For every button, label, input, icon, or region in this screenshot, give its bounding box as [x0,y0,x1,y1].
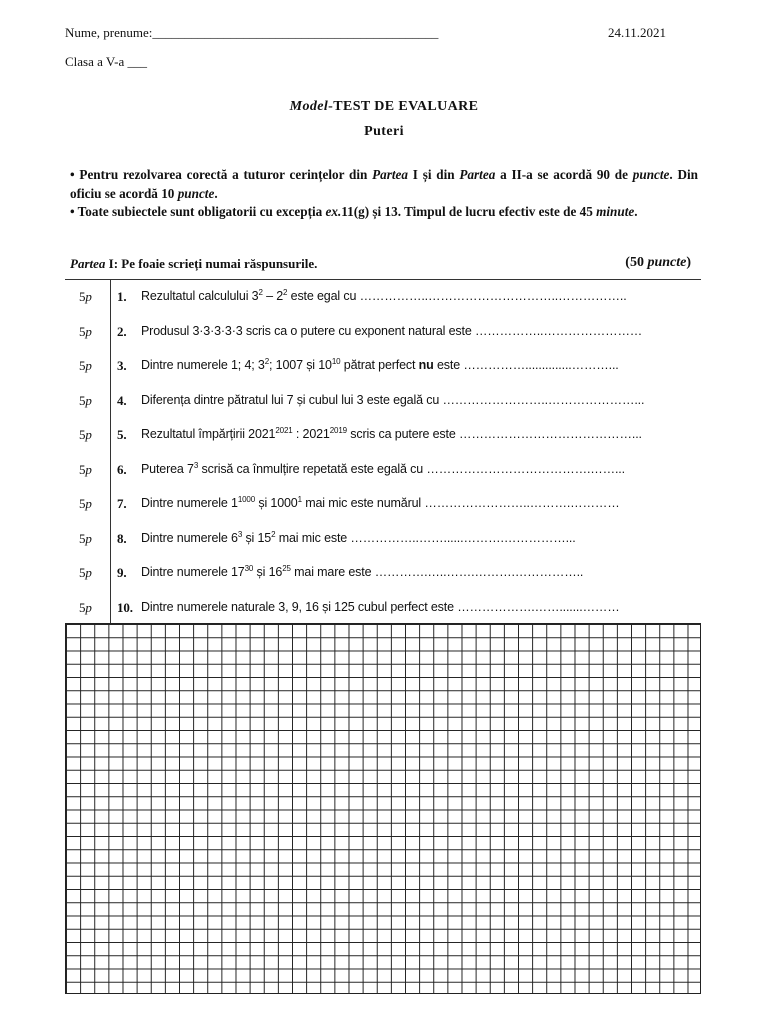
question-points [79,496,92,512]
part1-label-italic: Partea [70,256,106,271]
question-text: – 2 [262,289,284,303]
question-body [141,289,627,303]
question-body [141,393,644,407]
question-text: pătrat perfect [340,358,419,372]
questions-table [65,279,701,625]
page-title [0,99,768,115]
instr1-f: puncte [632,167,670,182]
instr1-c: I și din [408,167,460,182]
question-number: 5. [117,427,127,442]
exponent: 1000 [237,495,256,504]
question-text: ; 1007 și 10 [269,358,332,372]
question-text: mai mic este ……………..……......……….……………... [275,530,576,545]
question-points [79,324,92,340]
instr2-e: . [634,204,638,219]
exponent: 30 [244,564,254,573]
question-text: mai mare este ………….…..…….……….…………….. [290,565,584,579]
instr1-i: . [214,185,218,201]
question-number: 9. [117,565,127,580]
exponent: 2 [271,529,276,539]
question-body [141,531,576,545]
instr2-a: • Toate subiectele sunt obligatorii cu excepția [70,204,326,219]
test-date: 24.11.2021 [608,25,667,40]
points-value: 5 [79,289,86,304]
part1-label-rest: I: Pe foaie scrieți numai răspunsurile. [105,256,318,271]
question-body [141,565,583,579]
answer-grid[interactable] [65,623,701,994]
instr1-a: • Pentru rezolvarea corectă a tuturor cerințelor din [70,167,373,182]
question-text: Dintre numerele naturale 3, 9, 16 și 125 cubul perfect este ……………….…….......……… [141,599,620,614]
question-body [141,324,642,338]
question-emphasis: nu [418,358,434,372]
points-value: 5 [79,496,86,511]
question-text: scrisă ca înmulțire repetată este egală cu ………………………………….……... [198,461,625,476]
question-text: și 1000 [255,496,298,510]
question-row [65,522,701,557]
instruction-1 [70,166,698,203]
points-value: 5 [79,530,86,546]
instr1-b: Partea [372,167,409,182]
question-points [79,600,92,616]
points-close: ) [686,255,691,270]
instr1-h: puncte [177,185,215,201]
points-value: 5 [79,392,86,408]
question-text: Puterea 7 [141,461,194,476]
points-num: 50 [629,255,648,270]
points-unit: p [85,565,92,580]
question-text: scris ca putere este ……………………………………... [346,427,642,441]
exponent: 2 [258,288,263,297]
question-text: Rezultatul împărțirii 2021 [141,427,276,441]
question-text: Rezultatul calculului 3 [141,289,259,303]
instr2-d: minute [596,204,635,219]
question-points [79,565,92,581]
question-row [65,280,701,315]
exponent: 1 [297,495,302,504]
question-points [79,462,92,478]
points-value: 5 [79,461,86,477]
points-value: 5 [79,323,86,339]
exponent: 2 [264,357,270,366]
points-unit: p [85,461,92,477]
question-number: 10. [117,599,133,615]
question-body [141,496,620,510]
points-value: 5 [79,599,86,615]
question-row [65,418,701,453]
exponent: 2 [283,288,288,297]
question-text: este ……………..............………... [433,358,619,372]
part1-points [625,255,691,271]
instr1-e: a II-a se acordă 90 de [495,167,633,182]
question-number: 7. [117,496,127,511]
question-row [65,591,701,626]
points-value: 5 [79,358,86,373]
exponent: 3 [237,529,243,539]
page-subtitle: Puteri [364,124,404,139]
exponent: 25 [282,564,291,573]
question-points [79,393,92,409]
instructions [70,166,698,222]
question-number: 1. [117,289,127,304]
instr1-g: . Din oficiu se acordă 10 [70,167,699,201]
question-number: 8. [117,530,127,546]
question-text: și 15 [242,530,272,545]
question-text: este egal cu ……………..…………………………..…………….. [287,289,627,303]
question-body [141,427,642,441]
question-points [79,427,92,443]
name-field-label: Nume, prenume:____________________________________________ [65,25,439,40]
question-points [79,358,92,374]
class-field-label: Clasa a V-a ___ [65,54,147,69]
title-main: -TEST DE EVALUARE [328,99,479,114]
instr2-c: 11(g) și 13. Timpul de lucru efectiv este de 45 [341,204,597,219]
question-number: 6. [117,461,127,477]
question-row [65,315,701,350]
question-text: Dintre numerele 1; 4; 3 [141,358,265,372]
points-unit: p [85,392,92,408]
points-unit: p [85,289,92,304]
question-row [65,349,701,384]
points-unit: p [85,599,92,615]
question-text: mai mic este numărul ……………………..……….………… [301,496,620,510]
question-text: Dintre numerele 1 [141,496,238,510]
question-text: : 2021 [292,427,330,441]
points-unit: p [85,496,92,511]
question-text: Dintre numerele 17 [141,565,245,579]
points-unit: p [85,530,92,546]
question-body [141,462,625,476]
question-text: Dintre numerele 6 [141,530,238,545]
question-text: Produsul 3·3·3·3·3 scris ca o putere cu exponent natural este ……………..…………………… [141,323,643,338]
part1-heading [70,256,695,272]
instr2-b: ex. [325,204,342,219]
question-points [79,289,92,305]
points-open: ( [625,255,630,270]
exponent: 3 [193,460,199,470]
title-model: Model [289,99,329,114]
question-row [65,556,701,591]
exponent: 10 [331,357,341,366]
question-text: și 16 [253,565,283,579]
question-row [65,453,701,488]
points-unit: p [85,323,92,339]
points-value: 5 [79,565,86,580]
instruction-2 [70,203,698,222]
question-number: 2. [117,323,127,339]
points-value: 5 [79,427,86,442]
question-points [79,531,92,547]
question-row [65,487,701,522]
exponent: 2021 [275,426,293,435]
question-body [141,358,619,372]
question-text: Diferența dintre pătratul lui 7 și cubul lui 3 este egală cu ……………………..…………………... [141,392,645,407]
question-number: 3. [117,358,127,373]
question-row [65,384,701,419]
points-word: puncte [647,255,687,270]
question-number: 4. [117,392,127,408]
exponent: 2019 [329,426,347,435]
points-unit: p [85,358,92,373]
instr1-d: Partea [459,167,496,182]
question-body [141,600,620,614]
points-unit: p [85,427,92,442]
